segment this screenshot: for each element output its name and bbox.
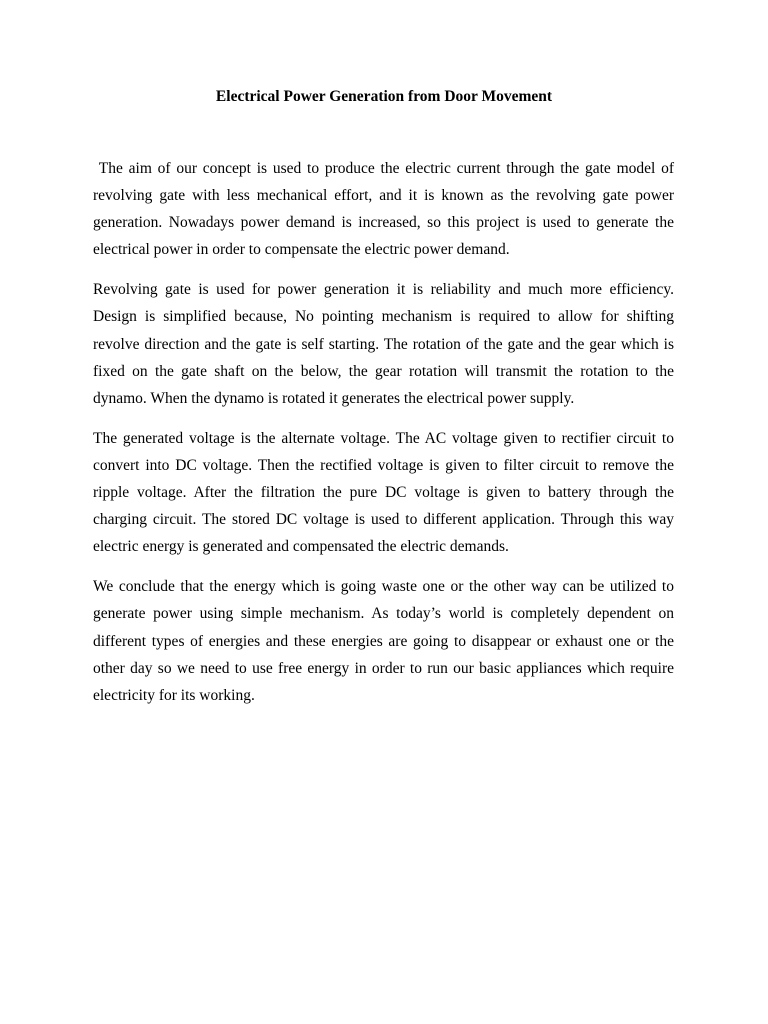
paragraph-conclusion: We conclude that the energy which is going waste one or the other way can be utilized to generate power using simple mechanism. As today’s world is completely dependent on different types of energies and these energies are going to disappear or exhaust one or the other day so we need to use free energy in order to run our basic appliances which require electricity for its working.	[93, 578, 674, 704]
paragraph-revolving-gate: Revolving gate is used for power generation it is reliability and much more efficiency. Design is simplified because, No pointing mechanism is required to allow for shifting revolve direction and the gate is self starting. The rotation of the gate and the gear which is fixed on the gate shaft on the below, the gear rotation will transmit the rotation to the dynamo. When the dynamo is rotated it generates the electrical power supply.	[93, 281, 674, 407]
document-body	[93, 155, 678, 722]
paragraph-aim: The aim of our concept is used to produce the electric current through the gate model of revolving gate with less mechanical effort, and it is known as the revolving gate power generation. Nowadays power demand is increased, so this project is used to generate the electrical power in order to compensate the electric power demand.	[93, 160, 678, 259]
paragraph-generated-voltage: The generated voltage is the alternate voltage. The AC voltage given to rectifier circuit to convert into DC voltage. Then the rectified voltage is given to filter circuit to remove the ripple voltage. After the filtration the pure DC voltage is given to battery through the charging circuit. The stored DC voltage is used to different application. Through this way electric energy is generated and compensated the electric demands.	[93, 429, 674, 556]
document-title: Electrical Power Generation from Door Movement	[215, 88, 553, 105]
